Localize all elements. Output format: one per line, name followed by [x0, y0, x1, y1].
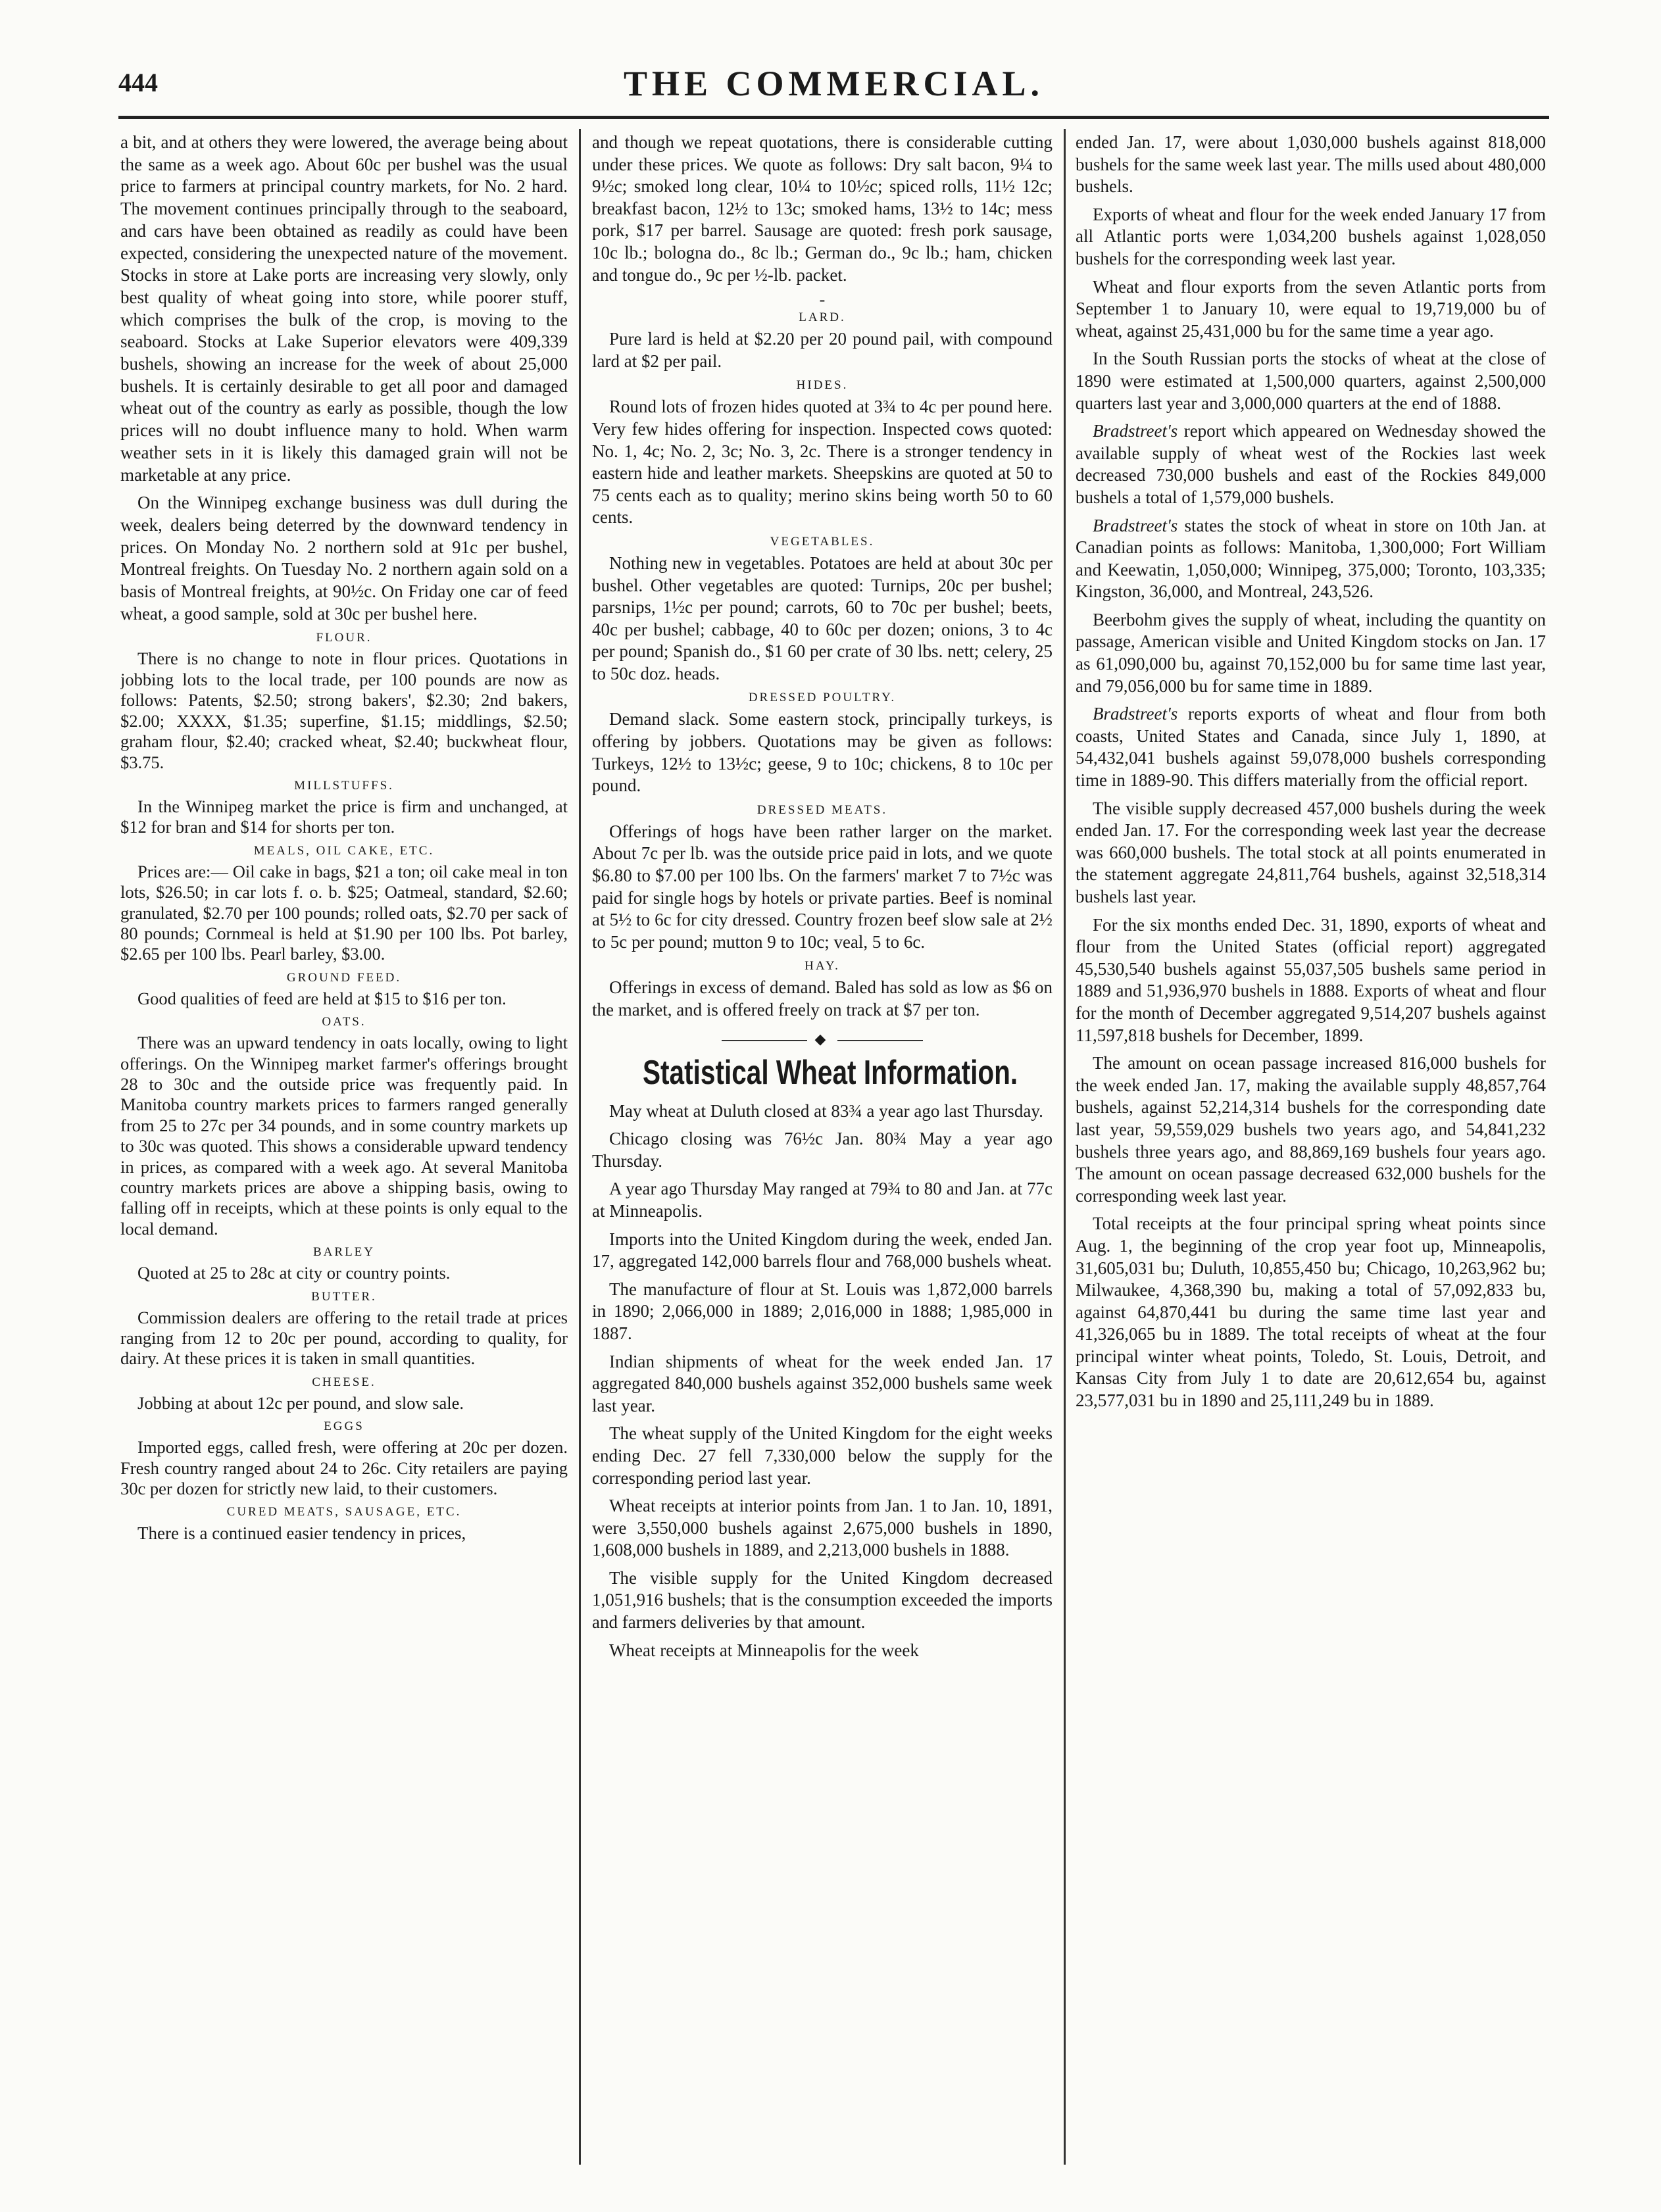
paragraph: The visible supply for the United Kingdom decreased 1,051,916 bushels; that is the consumption exceeded the imports and farmers deliveries by that amount. — [592, 1567, 1053, 1633]
paragraph: Wheat and flour exports from the seven Atlantic ports from September 1 to January 10, were equal to 19,719,000 bu of wheat, against 25,431,000 bu for the same time a year ago. — [1076, 276, 1546, 341]
paragraph: Nothing new in vegetables. Potatoes are held at about 30c per bushel. Other vegetables are quoted: Turnips, 20c per bushel; parsnips, 1½c per pound; carrots, 60 to 70c per bushel; beets, 40c per bushel; cabbage, 40 to 60c per dozen; onions, 3 to 4c per pound; Spanish do., $1 60 per crate of 30 lbs. nett; celery, 25 to 50c doz. heads. — [592, 553, 1053, 683]
paragraph: Imported eggs, called fresh, were offering at 20c per dozen. Fresh country ranged about 24 to 26c. City retailers are paying 30c per dozen for strictly new laid, to their customers. — [120, 1437, 568, 1499]
subheading-oats: OATS. — [322, 1015, 366, 1029]
paragraph: Offerings of hogs have been rather larger on the market. About 7c per lb. was the outside price paid in lots, and we quote $6.80 to $7.00 per 100 lbs. On the farmers' market 7 to 7½c was paid for single hogs by hotels or private parties. Beef is nominal at 5½ to 6c for city dressed. Country frozen beef slow sale at 2½ to 5c per pound; mutton 9 to 10c; veal, 5 to 6c. — [592, 821, 1053, 952]
paragraph — [1076, 515, 1546, 603]
paragraph: A year ago Thursday May ranged at 79¾ to 80 and Jan. at 77c at Minneapolis. — [592, 1179, 1053, 1221]
paragraph-text: report which appeared on Wednesday showed the available supply of wheat west of the Rockies last week decreased 730,000 bushels and east of the Rockies 849,000 bushels a total of 1,579,000 bushels. — [1076, 421, 1546, 507]
paragraph: Pure lard is held at $2.20 per 20 pound pail, with compound lard at $2 per pail. — [592, 329, 1053, 371]
subheading-eggs: EGGS — [324, 1419, 364, 1434]
subheading-butter: BUTTER. — [311, 1289, 377, 1304]
subheading-cheese: CHEESE. — [312, 1375, 376, 1389]
subheading-cured-meats: CURED MEATS, SAUSAGE, ETC. — [226, 1505, 462, 1519]
section-ornament: ◆ — [592, 1031, 1053, 1048]
paragraph: There is no change to note in flour prices. Quotations in jobbing lots to the local trade, per 100 pounds are now as follows: Patents, $2.50; strong bakers', $2.30; 2nd bakers, $2.00; XXXX, $1.35; superfine, $1.15; middlings, $2.50; graham flour, $2.40; cracked wheat, $2.40; buckwheat flour, $3.75. — [120, 649, 568, 772]
paragraph: Offerings in excess of demand. Baled has sold as low as $6 on the market, and is offered freely on track at $7 per ton. — [592, 977, 1053, 1020]
subheading-flour: FLOUR. — [316, 631, 372, 645]
paragraph: ended Jan. 17, were about 1,030,000 bushels against 818,000 bushels for the same week last year. The mills used about 480,000 bushels. — [1076, 132, 1546, 197]
paragraph: For the six months ended Dec. 31, 1890, exports of wheat and flour from the United States (official report) aggregated 45,530,540 bushels against 55,037,505 bushels same period in 1889 and 51,936,970 bushels in 1888. Exports of wheat and flour for the month of December aggregated 9,514,207 bushels against 11,597,818 bushels for December, 1899. — [1076, 914, 1546, 1045]
paragraph: Demand slack. Some eastern stock, principally turkeys, is offering by jobbers. Quotations may be given as follows: Turkeys, 12½ to 13½c; geese, 9 to 10c; chickens, 8 to 10c per pound. — [592, 709, 1053, 796]
column-divider-1 — [579, 129, 581, 2165]
paragraph: Jobbing at about 12c per pound, and slow sale. — [137, 1392, 464, 1413]
paragraph: Total receipts at the four principal spring wheat points since Aug. 1, the beginning of the crop year foot up, Minneapolis, 31,605,031 bu; Duluth, 10,855,450 bu; Chicago, 10,263,962 bu; Milwaukee, 4,368,390 bu, making a total of 57,092,833 bu, against 64,870,441 bu during the same time last year and 41,326,065 bu in 1889. The total receipts of wheat at the four principal winter wheat points, Toledo, St. Louis, Detroit, and Kansas City from July 1 to date are 20,612,654 bu, against 23,577,031 bu in 1890 and 25,111,249 bu in 1889. — [1076, 1214, 1546, 1411]
paragraph: The amount on ocean passage increased 816,000 bushels for the week ended Jan. 17, making the available supply 48,857,764 bushels, against 52,214,314 bushels for the corresponding date last year, 59,559,029 bushels two years ago, and 54,841,232 bushels three years ago, and 88,869,169 bushels four years ago. The amount on ocean passage decreased 632,000 bushels for the corresponding week last year. — [1076, 1053, 1546, 1206]
paragraph: There is a continued easier tendency in prices, — [137, 1523, 466, 1544]
paragraph: Commission dealers are offering to the retail trade at prices ranging from 12 to 20c per pound, according to quality, for dairy. At these prices it is taken in small quantities. — [120, 1307, 568, 1369]
subheading-meals: MEALS, OIL CAKE, ETC. — [253, 843, 435, 858]
paragraph: Imports into the United Kingdom during the week, ended Jan. 17, aggregated 142,000 barrels flour and 768,000 bushels wheat. — [592, 1229, 1053, 1271]
paragraph-text: states the stock of wheat in store on 10th Jan. at Canadian points as follows: Manitoba, 1,300,000; Fort William and Keewatin, 1,050,000; Winnipeg, 375,000; Toronto, 103,335; Kingston, 36,000, and Montreal, 243,526. — [1076, 515, 1546, 602]
paragraph: Chicago closing was 76½c Jan. 80¾ May a year ago Thursday. — [592, 1129, 1053, 1171]
paragraph: On the Winnipeg exchange business was dull during the week, dealers being deterred by the downward tendency in prices. On Monday No. 2 northern sold at 91c per bushel, Montreal freights. On Tuesday No. 2 northern again sold on a basis of Montreal freights, at 90½c. On Friday one car of feed wheat, a good sample, sold at 30c per bushel here. — [120, 493, 568, 624]
header-rule — [118, 116, 1549, 119]
column-2 — [592, 132, 1053, 2171]
separator-dash: - — [819, 290, 826, 310]
publication-name: Bradstreet's — [1093, 515, 1178, 535]
publication-name: Bradstreet's — [1093, 421, 1178, 441]
paragraph: Beerbohm gives the supply of wheat, including the quantity on passage, American visible and United Kingdom stocks on Jan. 17 as 61,090,000 bu, against 70,152,000 bu for same time last year, and 79,056,000 bu for same time in 1889. — [1076, 609, 1546, 696]
page-number: 444 — [118, 68, 158, 97]
paragraph: Indian shipments of wheat for the week ended Jan. 17 aggregated 840,000 bushels against 352,000 bushels same week last year. — [592, 1351, 1053, 1415]
paragraph: In the South Russian ports the stocks of wheat at the close of 1890 were estimated at 1,500,000 quarters, against 2,500,000 quarters last year and 3,000,000 quarters at the end of 1888. — [1076, 349, 1546, 413]
subheading-lard: LARD. — [799, 310, 846, 325]
paragraph: Good qualities of feed are held at $15 to $16 per ton. — [137, 988, 507, 1008]
column-3 — [1076, 132, 1546, 2171]
paragraph: Prices are:— Oil cake in bags, $21 a ton; oil cake meal in ton lots, $26.50; in car lots f. o. b. $25; Oatmeal, standard, $2.60; granulated, $2.70 per 100 pounds; rolled oats, $2.70 per sack of 80 pounds; Cornmeal is held at $1.90 per 100 lbs. Pot barley, $2.65 per 100 lbs. Pearl barley, $3.00. — [120, 861, 568, 964]
subheading-barley: BARLEY — [313, 1245, 375, 1260]
page-header — [118, 63, 1549, 105]
paragraph: a bit, and at others they were lowered, the average being about the same as a week ago. About 60c per bushel was the usual price to farmers at principal country markets, for No. 2 hard. The movement continues principally through to the seaboard, and cars have been obtained as readily as could have been expected, considering the unexpected nature of the movement. Stocks in store at Lake ports are increasing very slowly, only best quality of wheat going into store, while poorer stuff, which comprises the bulk of the crop, is moving to the seaboard. Stocks at Lake Superior elevators were 409,339 bushels, showing an increase for the week of about 25,000 bushels. It is certainly desirable to get all poor and damaged wheat out of the country as early as possible, though the low prices will no doubt influence many to hold. When warm weather sets in it is likely this damaged grain will not be marketable at any price. — [120, 132, 568, 485]
paragraph — [1076, 703, 1546, 791]
paragraph: Quoted at 25 to 28c at city or country points. — [137, 1263, 451, 1283]
subheading-hides: HIDES. — [796, 378, 849, 393]
paragraph: The visible supply decreased 457,000 bushels during the week ended Jan. 17. For the corresponding week last year the decrease was 660,000 bushels. The total stock at all points enumerated in the statement aggregate 24,811,764 bushels, against 32,518,314 bushels last year. — [1076, 798, 1546, 906]
paragraph: In the Winnipeg market the price is firm and unchanged, at $12 for bran and $14 for shorts per ton. — [120, 796, 568, 837]
paragraph: The wheat supply of the United Kingdom for the eight weeks ending Dec. 27 fell 7,330,000 below the supply for the corresponding period last year. — [592, 1423, 1053, 1488]
column-divider-2 — [1064, 129, 1066, 2165]
paragraph: and though we repeat quotations, there is considerable cutting under these prices. We quote as follows: Dry salt bacon, 9¼ to 9½c; smoked long clear, 10¼ to 10½c; spiced rolls, 11½ 12c; breakfast bacon, 12½ to 13c; smoked hams, 13½ to 14c; mess pork, $17 per barrel. Sausage are quoted: fresh pork sausage, 10c lb.; bologna do., 8c lb.; German do., 9c lb.; ham, chicken and tongue do., 9c per ½-lb. packet. — [592, 132, 1053, 285]
subheading-hay: HAY. — [805, 959, 840, 973]
paragraph: There was an upward tendency in oats locally, owing to light offerings. On the Winnipeg market farmer's offerings brought 28 to 30c and the outside price was frequently paid. In Manitoba country markets prices to farmers ranged generally from 25 to 27c per 34 pounds, and in some country markets up to 30c was quoted. This shows a considerable upward tendency in prices, as compared with a week ago. At several Manitoba country markets prices are above a shipping basis, owing to falling off in receipts, which at these points is only equal to the local demand. — [120, 1033, 568, 1239]
paragraph: Wheat receipts at interior points from Jan. 1 to Jan. 10, 1891, were 3,550,000 bushels against 2,675,000 bushels in 1890, 1,608,000 bushels in 1889, and 2,213,000 bushels in 1888. — [592, 1496, 1053, 1560]
subheading-millstuffs: MILLSTUFFS. — [294, 778, 394, 793]
publication-name: Bradstreet's — [1093, 704, 1178, 724]
paragraph: Round lots of frozen hides quoted at 3¾ to 4c per pound here. Very few hides offering for inspection. Inspected cows quoted: No. 1, 4c; No. 2, 3c; No. 3, 2c. There is a stronger tendency in eastern hide and leather markets. Sheepskins are quoted at 50 to 75 cents each as to quality; merino skins being worth 50 to 60 cents. — [592, 397, 1053, 528]
paragraph: The manufacture of flour at St. Louis was 1,872,000 barrels in 1890; 2,066,000 in 1889; 2,016,000 in 1888; 1,985,000 in 1887. — [592, 1279, 1053, 1343]
subheading-dressed-meats: DRESSED MEATS. — [756, 802, 888, 817]
subheading-ground-feed: GROUND FEED. — [286, 970, 402, 985]
masthead-title: THE COMMERCIAL. — [623, 64, 1044, 103]
paragraph: May wheat at Duluth closed at 83¾ a year ago last Thursday. — [609, 1100, 1043, 1121]
subheading-vegetables: VEGETABLES. — [770, 534, 875, 549]
paragraph — [1076, 420, 1546, 508]
paragraph-text: reports exports of wheat and flour from both coasts, United States and Canada, since July 1, 1890, at 54,432,041 bushels against 59,078,000 bushels corresponding time in 1889-90. This differs materially from the official report. — [1076, 704, 1546, 791]
paragraph: Exports of wheat and flour for the week ended January 17 from all Atlantic ports were 1,034,200 bushels against 1,028,050 bushels for the corresponding week last year. — [1076, 204, 1546, 268]
column-1 — [120, 132, 568, 2171]
subheading-dressed-poultry: DRESSED POULTRY. — [748, 691, 897, 705]
paragraph: Wheat receipts at Minneapolis for the week — [609, 1640, 919, 1660]
section-title: Statistical Wheat Information. — [643, 1053, 1018, 1092]
